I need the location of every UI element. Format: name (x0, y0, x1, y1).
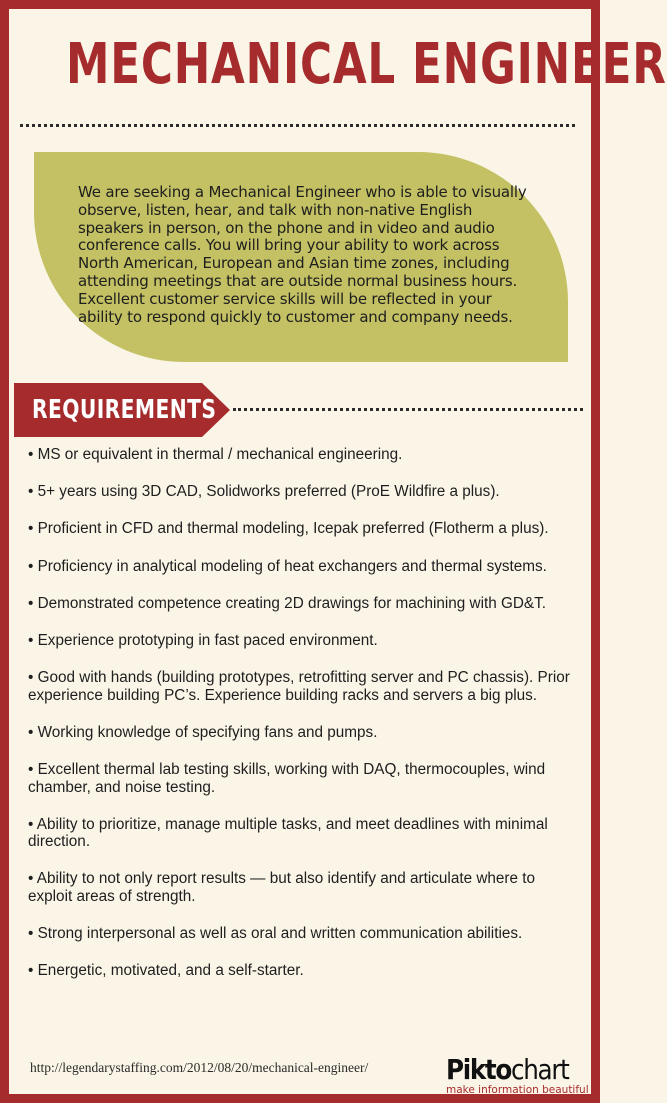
page-title: MECHANICAL ENGINEER (66, 32, 667, 97)
dotted-divider-top (20, 124, 575, 127)
logo-tagline: make information beautiful (446, 1084, 589, 1096)
requirement-item: • Proficient in CFD and thermal modeling, Icepak preferred (Flotherm a plus). (28, 520, 549, 538)
logo-light-part: chart (511, 1053, 569, 1086)
piktochart-logo[interactable] (446, 1054, 596, 1100)
source-url-link[interactable]: http://legendarystaffing.com/2012/08/20/mechanical-engineer/ (30, 1060, 369, 1075)
requirements-heading: REQUIREMENTS (32, 395, 217, 425)
intro-text: We are seeking a Mechanical Engineer who is able to visually observe, listen, hear, and talk with non-native English speakers in person, on the phone and in video and audio conference calls. You will bring your ability to work across North American, European and Asian time zones, including attending meetings that are outside normal business hours. Excellent customer service skills will be reflected in your ability to respond quickly to customer and company needs. (78, 183, 527, 326)
requirement-item: • Ability to not only report results — but also identify and articulate where to exploit areas of strength. (28, 870, 536, 905)
requirement-item: • Working knowledge of specifying fans and pumps. (28, 723, 378, 741)
logo-wordmark (446, 1054, 568, 1086)
requirement-item: • Demonstrated competence creating 2D drawings for machining with GD&T. (28, 594, 547, 612)
requirement-item: • MS or equivalent in thermal / mechanical engineering. (28, 446, 403, 463)
requirement-item: • 5+ years using 3D CAD, Solidworks preferred (ProE Wildfire a plus). (28, 483, 500, 501)
requirement-item: • Ability to prioritize, manage multiple tasks, and meet deadlines with minimal direction. (28, 815, 548, 851)
requirement-item: • Excellent thermal lab testing skills, working with DAQ, thermocouples, wind chamber, and noise testing. (28, 761, 546, 796)
dotted-divider-requirements (233, 408, 583, 411)
logo-bold-part: Pikto (446, 1053, 512, 1086)
requirement-item: • Good with hands (building prototypes, retrofitting server and PC chassis). Prior experience building PC’s. Experience building racks and servers a big plus. (28, 669, 570, 704)
requirement-item: • Experience prototyping in fast paced environment. (28, 631, 378, 649)
requirement-item: • Strong interpersonal as well as oral and written communication abilities. (28, 925, 523, 943)
requirements-list (28, 446, 574, 999)
requirement-item: • Energetic, motivated, and a self-starter. (28, 962, 304, 980)
requirement-item: • Proficiency in analytical modeling of heat exchangers and thermal systems. (28, 557, 547, 575)
